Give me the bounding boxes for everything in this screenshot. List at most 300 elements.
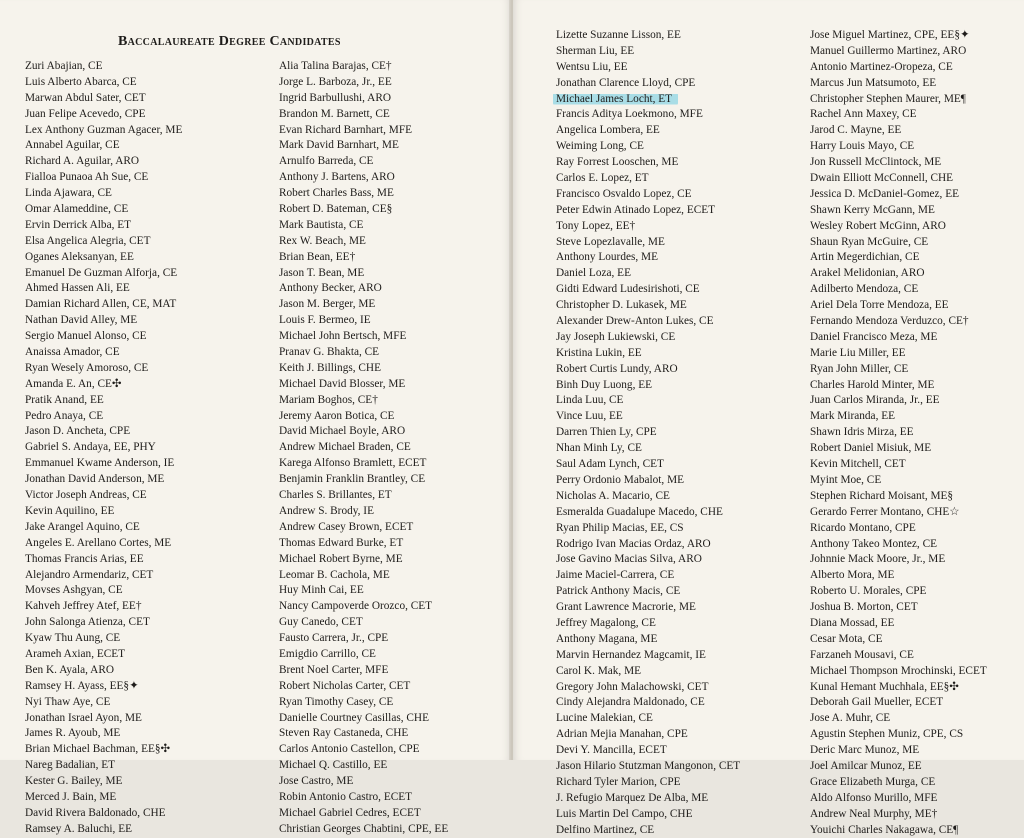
candidate-name-text: Kevin Mitchell, CET (810, 458, 906, 471)
candidate-name (25, 440, 182, 456)
names-column-3 (556, 28, 740, 838)
candidate-name-text: Ariel Dela Torre Mendoza, EE (810, 299, 949, 312)
candidate-name (279, 520, 448, 536)
candidate-name (279, 758, 448, 774)
candidate-name (279, 647, 448, 663)
candidate-name (810, 584, 987, 600)
candidate-name (556, 123, 740, 139)
candidate-name (556, 775, 740, 791)
candidate-name (279, 440, 448, 456)
candidate-name-text: Damian Richard Allen, CE, MAT (25, 298, 177, 311)
candidate-name-text: Binh Duy Luong, EE (556, 378, 653, 391)
candidate-name-text: Rodrigo Ivan Macias Ordaz, ARO (556, 537, 711, 550)
candidate-name-text: Shawn Idris Mirza, EE (810, 426, 914, 439)
candidate-name-text: Mark Bautista, CE (279, 218, 364, 231)
candidate-name-text: Cindy Alejandra Maldonado, CE (556, 696, 705, 709)
candidate-name-text: Kristina Lukin, EE (556, 346, 642, 359)
candidate-name-text: Jaime Maciel-Carrera, CE (556, 569, 675, 582)
candidate-name-text: Wentsu Liu, EE (556, 60, 628, 73)
candidate-name (556, 44, 740, 60)
candidate-name (810, 473, 987, 489)
candidate-name-text: Kevin Aquilino, EE (25, 504, 115, 517)
candidate-name (279, 536, 448, 552)
candidate-name (25, 186, 182, 202)
candidate-name (279, 266, 448, 282)
candidate-name-text: Deric Marc Munoz, ME (810, 744, 920, 757)
candidate-name (810, 155, 987, 171)
candidate-name-text: Emmanuel Kwame Anderson, IE (25, 457, 175, 470)
candidate-name (556, 489, 740, 505)
candidate-name (279, 742, 448, 758)
candidate-name (25, 711, 182, 727)
candidate-name-text: Joel Amilcar Munoz, EE (810, 759, 922, 772)
candidate-name (810, 139, 987, 155)
candidate-name (25, 631, 182, 647)
candidate-name-text: Michael Gabriel Cedres, ECET (279, 806, 421, 819)
candidate-name (556, 616, 740, 632)
candidate-name-text: Lucine Malekian, CE (556, 712, 653, 725)
candidate-name (25, 695, 182, 711)
candidate-name-text: Charles Harold Minter, ME (810, 378, 935, 391)
candidate-name (25, 504, 182, 520)
candidate-name (810, 203, 987, 219)
candidate-name-text: Robert Nicholas Carter, CET (279, 679, 411, 692)
candidate-name (25, 75, 182, 91)
candidate-name-text: Sherman Liu, EE (556, 44, 635, 57)
candidate-name (25, 170, 182, 186)
right-page (513, 0, 1024, 836)
candidate-name (279, 599, 448, 615)
candidate-name-text: Luis Alberto Abarca, CE (25, 75, 137, 88)
candidate-name-text: Amanda E. An, CE✣ (25, 377, 122, 390)
candidate-name-text: Jarod C. Mayne, EE (810, 124, 902, 137)
candidate-name-text: Emigdio Carrillo, CE (279, 647, 376, 660)
candidate-name (25, 266, 182, 282)
candidate-name-text: Brent Noel Carter, MFE (279, 663, 389, 676)
candidate-name (556, 155, 740, 171)
candidate-name (279, 679, 448, 695)
candidate-name-text: Wesley Robert McGinn, ARO (810, 219, 946, 232)
candidate-name-text: Leomar B. Cachola, ME (279, 568, 390, 581)
candidate-name-text: Marvin Hernandez Magcamit, IE (556, 648, 706, 661)
candidate-name (25, 59, 182, 75)
candidate-name (556, 346, 740, 362)
candidate-name-text: Fialloa Punaoa Ah Sue, CE (25, 171, 149, 184)
candidate-name-text: Alejandro Armendariz, CET (25, 568, 154, 581)
candidate-name-text: Benjamin Franklin Brantley, CE (279, 473, 426, 486)
candidate-name-text: Jorge L. Barboza, Jr., EE (279, 75, 392, 88)
page-title: Baccalaureate Degree Candidates (118, 34, 341, 49)
candidate-name-text: Carlos E. Lopez, ET (556, 172, 649, 185)
candidate-name (556, 60, 740, 76)
candidate-name-text: Brian Michael Bachman, EE§✣ (25, 743, 170, 756)
candidate-name-text: Steve Lopezlavalle, ME (556, 235, 665, 248)
candidate-name (279, 59, 448, 75)
candidate-name-text: Rachel Ann Maxey, CE (810, 108, 917, 121)
candidate-name (279, 711, 448, 727)
candidate-name (25, 107, 182, 123)
candidate-name (25, 218, 182, 234)
candidate-name-text: Ervin Derrick Alba, ET (25, 218, 132, 231)
candidate-name-text: Kester G. Bailey, ME (25, 775, 123, 788)
candidate-name (279, 472, 448, 488)
candidate-name-text: Ryan Philip Macias, EE, CS (556, 521, 684, 534)
candidate-name-text: Michael Robert Byrne, ME (279, 552, 403, 565)
candidate-name (279, 409, 448, 425)
candidate-name-text: Deborah Gail Mueller, ECET (810, 696, 944, 709)
candidate-name-text: Jason T. Bean, ME (279, 266, 365, 279)
candidate-name-text: Juan Felipe Acevedo, CPE (25, 107, 146, 120)
candidate-name (810, 60, 987, 76)
candidate-name (556, 203, 740, 219)
candidate-name-text: Arameh Axian, ECET (25, 647, 126, 660)
candidate-name (279, 218, 448, 234)
candidate-name-text: Vince Luu, EE (556, 410, 623, 423)
candidate-name (556, 648, 740, 664)
candidate-name (810, 727, 987, 743)
candidate-name-text: Ingrid Barbullushi, ARO (279, 91, 392, 104)
candidate-name (279, 345, 448, 361)
candidate-name (279, 424, 448, 440)
candidate-name-text: Fernando Mendoza Verduzco, CE† (810, 315, 969, 328)
candidate-name-text: Gidti Edward Ludesirishoti, CE (556, 283, 700, 296)
candidate-name (279, 250, 448, 266)
candidate-name (810, 441, 987, 457)
candidate-name-text: Johnnie Mack Moore, Jr., ME (810, 553, 946, 566)
candidate-name-text: Delfino Martinez, CE (556, 823, 655, 836)
candidate-name-text: Lex Anthony Guzman Agacer, ME (25, 123, 183, 136)
candidate-name-text: Artin Megerdichian, CE (810, 251, 920, 264)
candidate-name-text: Gabriel S. Andaya, EE, PHY (25, 441, 156, 454)
candidate-name (556, 791, 740, 807)
candidate-name-text: Jon Russell McClintock, ME (810, 156, 942, 169)
candidate-name-text: Kyaw Thu Aung, CE (25, 632, 121, 645)
candidate-name (556, 314, 740, 330)
candidate-name (279, 790, 448, 806)
candidate-name-text: Joshua B. Morton, CET (810, 601, 918, 614)
candidate-name (556, 759, 740, 775)
candidate-name-text: Ricardo Montano, CPE (810, 521, 916, 534)
candidate-name (810, 187, 987, 203)
candidate-name-text: Andrew Michael Braden, CE (279, 441, 411, 454)
candidate-name-text: Evan Richard Barnhart, MFE (279, 123, 413, 136)
candidate-name (25, 663, 182, 679)
candidate-name (556, 219, 740, 235)
candidate-name (556, 393, 740, 409)
candidate-name (279, 695, 448, 711)
candidate-name (25, 234, 182, 250)
candidate-name-text: Ray Forrest Looschen, ME (556, 156, 679, 169)
candidate-name (810, 743, 987, 759)
candidate-name-text: Diana Mossad, EE (810, 616, 895, 629)
candidate-name (810, 489, 987, 505)
candidate-name (556, 266, 740, 282)
candidate-name (556, 664, 740, 680)
names-column-1 (25, 59, 182, 838)
candidate-name-text: Marie Liu Miller, EE (810, 346, 906, 359)
candidate-name-text: Agustin Stephen Muniz, CPE, CS (810, 728, 964, 741)
candidate-name (279, 806, 448, 822)
candidate-name (810, 695, 987, 711)
candidate-name (279, 75, 448, 91)
candidate-name-text: Michael David Blosser, ME (279, 377, 406, 390)
candidate-name (810, 552, 987, 568)
candidate-name (556, 743, 740, 759)
candidate-name-text: Thomas Francis Arias, EE (25, 552, 144, 565)
candidate-name (556, 139, 740, 155)
candidate-name (556, 473, 740, 489)
candidate-name (810, 346, 987, 362)
candidate-name (556, 362, 740, 378)
candidate-name (810, 92, 987, 108)
candidate-name-text: Alberto Mora, ME (810, 569, 895, 582)
candidate-name (810, 282, 987, 298)
candidate-name-text: Jeffrey Magalong, CE (556, 616, 656, 629)
candidate-name (25, 615, 182, 631)
candidate-name (810, 759, 987, 775)
candidate-name (810, 378, 987, 394)
candidate-name-text: Esmeralda Guadalupe Macedo, CHE (556, 505, 723, 518)
candidate-name (556, 711, 740, 727)
candidate-name (556, 600, 740, 616)
candidate-name-text: Ryan Timothy Casey, CE (279, 695, 394, 708)
candidate-name (279, 138, 448, 154)
candidate-name-text: Arnulfo Barreda, CE (279, 155, 374, 168)
candidate-name (25, 202, 182, 218)
candidate-name-text: Ryan John Miller, CE (810, 362, 909, 375)
candidate-name-text: Dwain Elliott McConnell, CHE (810, 172, 954, 185)
candidate-name (810, 123, 987, 139)
candidate-name-text: Jason D. Ancheta, CPE (25, 425, 131, 438)
candidate-name-text: Louis F. Bermeo, IE (279, 314, 371, 327)
candidate-name-text: Daniel Loza, EE (556, 267, 631, 280)
left-page (0, 0, 511, 835)
candidate-name (556, 552, 740, 568)
candidate-name-text: Michael Thompson Mrochinski, ECET (810, 664, 987, 677)
candidate-name (25, 409, 182, 425)
candidate-name-text: Francis Aditya Loekmono, MFE (556, 108, 703, 121)
candidate-name-text: Angeles E. Arellano Cortes, ME (25, 536, 172, 549)
candidate-name (25, 647, 182, 663)
candidate-name (810, 457, 987, 473)
candidate-name-text: Ahmed Hassen Ali, EE (25, 282, 130, 295)
candidate-name (279, 552, 448, 568)
candidate-name (279, 726, 448, 742)
candidate-name (810, 330, 987, 346)
candidate-name (25, 758, 182, 774)
candidate-name-text: Karega Alfonso Bramlett, ECET (279, 457, 427, 470)
candidate-name-text: Anthony Lourdes, ME (556, 251, 658, 264)
candidate-name-text: Rex W. Beach, ME (279, 234, 366, 247)
candidate-name-text: Christopher D. Lukasek, ME (556, 299, 687, 312)
candidate-name-text: Annabel Aguilar, CE (25, 139, 120, 152)
candidate-name (556, 409, 740, 425)
candidate-name-text: Robert D. Bateman, CE§ (279, 203, 393, 216)
candidate-name-text: Luis Martin Del Campo, CHE (556, 807, 693, 820)
candidate-name-text: Aldo Alfonso Murillo, MFE (810, 791, 938, 804)
candidate-name-text: Gerardo Ferrer Montano, CHE☆ (810, 505, 960, 518)
candidate-name-text: Antonio Martinez-Oropeza, CE (810, 60, 953, 73)
candidate-name (279, 377, 448, 393)
candidate-name-text: Jeremy Aaron Botica, CE (279, 409, 395, 422)
candidate-name-text: Angelica Lombera, EE (556, 124, 660, 137)
candidate-name-text: Nathan David Alley, ME (25, 314, 138, 327)
candidate-name-text: Tony Lopez, EE† (556, 219, 636, 232)
candidate-name-text: Juan Carlos Miranda, Jr., EE (810, 394, 940, 407)
candidate-name (25, 250, 182, 266)
candidate-name (279, 281, 448, 297)
candidate-name (556, 680, 740, 696)
candidate-name (279, 234, 448, 250)
candidate-name (556, 457, 740, 473)
candidate-name (556, 441, 740, 457)
candidate-name-text: Grace Elizabeth Murga, CE (810, 775, 936, 788)
candidate-name (25, 361, 182, 377)
candidate-name (279, 774, 448, 790)
candidate-name (25, 520, 182, 536)
candidate-name (279, 313, 448, 329)
candidate-name (279, 107, 448, 123)
candidate-name (25, 138, 182, 154)
candidate-name-text: Jose A. Muhr, CE (810, 712, 891, 725)
candidate-name (25, 345, 182, 361)
candidate-name-text: John Salonga Atienza, CET (25, 616, 150, 629)
candidate-name-text: Lizette Suzanne Lisson, EE (556, 29, 681, 41)
candidate-name (556, 298, 740, 314)
candidate-name (279, 91, 448, 107)
candidate-name-text: Danielle Courtney Casillas, CHE (279, 711, 429, 724)
candidate-name-text: Arakel Melidonian, ARO (810, 267, 925, 280)
candidate-name (810, 807, 987, 823)
candidate-name-text: Kunal Hemant Muchhala, EE§✣ (810, 680, 959, 693)
candidate-name-text: Thomas Edward Burke, ET (279, 536, 404, 549)
candidate-name-text: David Rivera Baldonado, CHE (25, 806, 166, 819)
candidate-name (810, 648, 987, 664)
candidate-name-text: Pranav G. Bhakta, CE (279, 346, 380, 359)
candidate-name-text: Anthony J. Bartens, ARO (279, 171, 395, 184)
candidate-name-text: Huy Minh Cai, EE (279, 584, 364, 597)
candidate-name (279, 154, 448, 170)
candidate-name (279, 504, 448, 520)
candidate-name-text: Nareg Badalian, ET (25, 759, 116, 772)
candidate-name-text: Brandon M. Barnett, CE (279, 107, 390, 120)
candidate-name (556, 632, 740, 648)
candidate-name-text: Stephen Richard Moisant, ME§ (810, 489, 954, 502)
candidate-name-text: Elsa Angelica Alegria, CET (25, 234, 151, 247)
candidate-name-text: Mark David Barnhart, ME (279, 139, 399, 152)
candidate-name-text: Patrick Anthony Macis, CE (556, 585, 681, 598)
candidate-name (810, 425, 987, 441)
candidate-name-text: Guy Canedo, CET (279, 616, 363, 629)
candidate-name-text: Brian Bean, EE† (279, 250, 356, 263)
candidate-name-text: Adilberto Mendoza, CE (810, 283, 919, 296)
candidate-name-text: Sergio Manuel Alonso, CE (25, 330, 147, 343)
candidate-name-text: Weiming Long, CE (556, 140, 644, 153)
candidate-name-text: Jake Arangel Aquino, CE (25, 520, 140, 533)
candidate-name (810, 664, 987, 680)
candidate-name (279, 123, 448, 139)
candidate-name (556, 187, 740, 203)
candidate-name-text: Keith J. Billings, CHE (279, 361, 381, 374)
candidate-name (25, 790, 182, 806)
candidate-name (556, 537, 740, 553)
candidate-name (25, 568, 182, 584)
candidate-name-text: Jay Joseph Lukiewski, CE (556, 330, 676, 343)
candidate-name-text: Michael Q. Castillo, EE (279, 759, 388, 772)
candidate-name-text: Shawn Kerry McGann, ME (810, 203, 935, 216)
candidate-name-text: Marwan Abdul Sater, CET (25, 91, 146, 104)
candidate-name (810, 409, 987, 425)
candidate-name-text: Devi Y. Mancilla, ECET (556, 744, 667, 757)
candidate-name-text: Pedro Anaya, CE (25, 409, 104, 422)
candidate-name-text: Linda Luu, CE (556, 394, 624, 407)
candidate-name-text: Christopher Stephen Maurer, ME¶ (810, 92, 966, 105)
candidate-name-text: Jessica D. McDaniel-Gomez, EE (810, 187, 960, 200)
candidate-name-text: Manuel Guillermo Martinez, ARO (810, 44, 967, 57)
candidate-name (25, 822, 182, 838)
candidate-name-text: Andrew S. Brody, IE (279, 504, 374, 517)
candidate-name-text: Anthony Takeo Montez, CE (810, 537, 938, 550)
candidate-name-text: Ramsey A. Baluchi, EE (25, 822, 132, 835)
candidate-name (556, 235, 740, 251)
candidate-name (810, 44, 987, 60)
candidate-name (810, 314, 987, 330)
candidate-name-text: Movses Ashgyan, CE (25, 584, 123, 597)
candidate-name (25, 123, 182, 139)
candidate-name (810, 632, 987, 648)
candidate-name (25, 472, 182, 488)
candidate-name (556, 330, 740, 346)
candidate-name-text: Charles S. Brillantes, ET (279, 489, 392, 502)
candidate-name (25, 329, 182, 345)
candidate-name-text: Andrew Neal Murphy, ME† (810, 807, 938, 820)
candidate-name (556, 28, 740, 44)
candidate-name (810, 393, 987, 409)
candidate-name-text: Jonathan Clarence Lloyd, CPE (556, 76, 696, 89)
candidate-name-text: David Michael Boyle, ARO (279, 425, 406, 438)
candidate-name (556, 521, 740, 537)
names-column-2 (279, 59, 448, 838)
candidate-name-text: Nancy Campoverde Orozco, CET (279, 600, 433, 613)
candidate-name-text: Jose Gavino Macias Silva, ARO (556, 553, 702, 566)
candidate-name-text: Nicholas A. Macario, CE (556, 489, 670, 502)
candidate-name-text: Emanuel De Guzman Alforja, CE (25, 266, 178, 279)
candidate-name-text: Myint Moe, CE (810, 473, 882, 486)
candidate-name-text: Marcus Jun Matsumoto, EE (810, 76, 937, 89)
candidate-name-text: Perry Ordonio Mabalot, ME (556, 473, 685, 486)
candidate-name (279, 488, 448, 504)
candidate-name (556, 727, 740, 743)
candidate-name (810, 505, 987, 521)
candidate-name-text: Alia Talina Barajas, CE† (279, 60, 392, 72)
candidate-name (25, 377, 182, 393)
candidate-name-text: Cesar Mota, CE (810, 632, 883, 645)
candidate-name (810, 616, 987, 632)
candidate-name (810, 775, 987, 791)
candidate-name (25, 583, 182, 599)
candidate-name (556, 107, 740, 123)
candidate-name-text: Kahveh Jeffrey Atef, EE† (25, 600, 142, 613)
candidate-name (279, 202, 448, 218)
candidate-name (810, 28, 987, 44)
candidate-name (556, 250, 740, 266)
candidate-name-text: Ben K. Ayala, ARO (25, 663, 115, 676)
candidate-name-text: Ramsey H. Ayass, EE§✦ (25, 679, 139, 692)
candidate-name-text: Fausto Carrera, Jr., CPE (279, 632, 389, 645)
candidate-name (556, 282, 740, 298)
candidate-name (279, 631, 448, 647)
candidate-name-text: Nhan Minh Ly, CE (556, 442, 642, 455)
